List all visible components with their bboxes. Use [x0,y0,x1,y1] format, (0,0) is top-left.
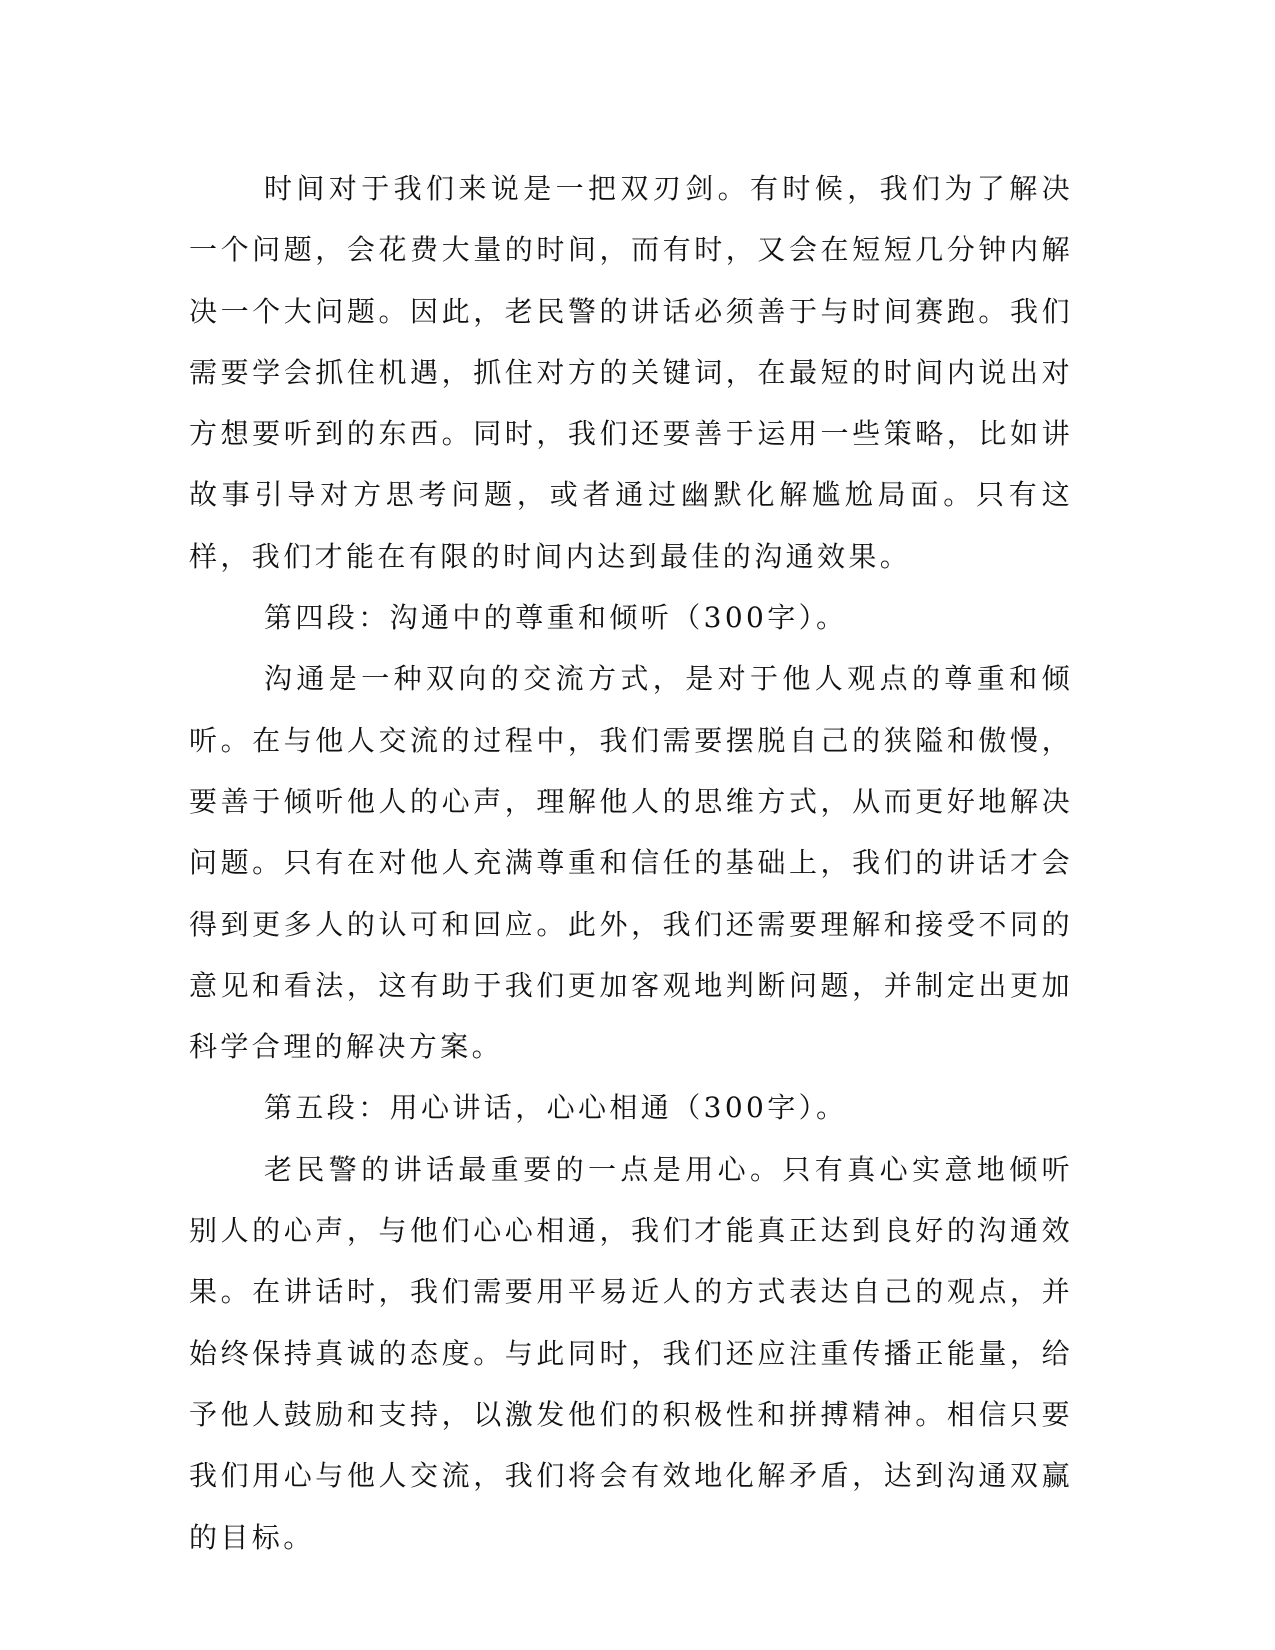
document-body [189,158,1073,1568]
paragraph-time: 时间对于我们来说是一把双刃剑。有时候，我们为了解决一个问题，会花费大量的时间，而有时，又会在短短几分钟内解决一个大问题。因此，老民警的讲话必须善于与时间赛跑。我们需要学会抓住机遇，抓住对方的关键词，在最短的时间内说出对方想要听到的东西。同时，我们还要善于运用一些策略，比如讲故事引导对方思考问题，或者通过幽默化解尴尬局面。只有这样，我们才能在有限的时间内达到最佳的沟通效果。 [189,172,1073,573]
section-heading-4: 第四段：沟通中的尊重和倾听（300字）。 [264,601,848,635]
paragraph-heartfelt-speech: 老民警的讲话最重要的一点是用心。只有真心实意地倾听别人的心声，与他们心心相通，我们才能真正达到良好的沟通效果。在讲话时，我们需要用平易近人的方式表达自己的观点，并始终保持真诚的态度。与此同时，我们还应注重传播正能量，给予他人鼓励和支持，以激发他们的积极性和拼搏精神。相信只要我们用心与他人交流，我们将会有效地化解矛盾，达到沟通双赢的目标。 [189,1152,1073,1554]
section-heading-5: 第五段：用心讲话，心心相通（300字）。 [264,1091,848,1125]
paragraph-respect-listening: 沟通是一种双向的交流方式，是对于他人观点的尊重和倾听。在与他人交流的过程中，我们需要摆脱自己的狭隘和傲慢，要善于倾听他人的心声，理解他人的思维方式，从而更好地解决问题。只有在对他人充满尊重和信任的基础上，我们的讲话才会得到更多人的认可和回应。此外，我们还需要理解和接受不同的意见和看法，这有助于我们更加客观地判断问题，并制定出更加科学合理的解决方案。 [189,662,1073,1064]
